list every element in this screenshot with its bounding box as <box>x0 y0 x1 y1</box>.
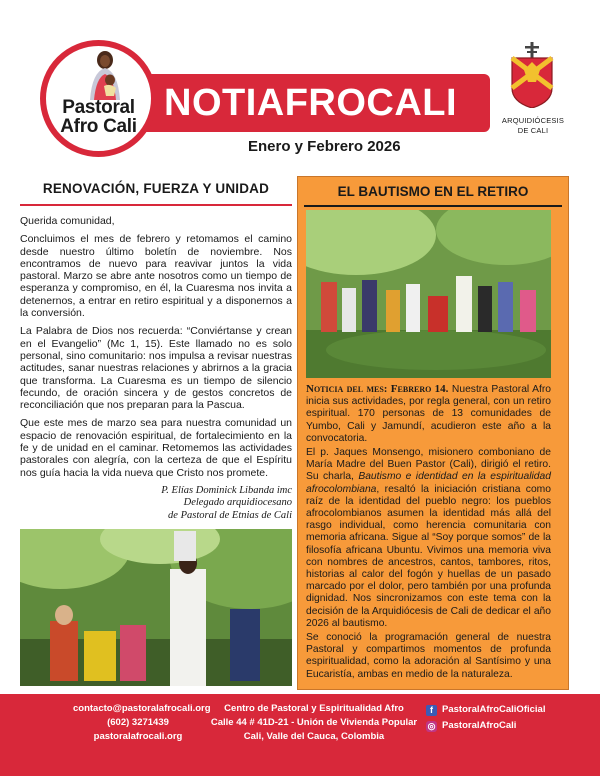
left-article-body <box>20 215 292 522</box>
news-paragraph: Se conoció la programación general de nuestra Pastoral y compartimos momentos de profunda espiritualidad, como la adoración al Santísimo y una Eucaristía, ambas en medio de la naturaleza. <box>306 632 551 680</box>
issue-date: Enero y Febrero 2026 <box>248 138 401 155</box>
retreat-photo <box>306 210 551 378</box>
news-paragraph <box>306 447 551 630</box>
talk-title: Bautismo e identidad en la espiritualidad afrocolombiana <box>306 471 551 495</box>
news-paragraph-text: , resaltó la iniciación cristiana como raíz de la identidad del pueblo negro: los pueblos afrocolombianos asumen la identidad más allá del rasgo individual, como herencia comunitaria con memoria africana. Sigue al “Soy porque somos” de la filosofía africana Ubuntu. Vivimos una memoria viva con nombres de ancestros, cantos, tambores, ritos, historias al calor del fogón y huellas de un pasado marcado por el dolor, pero también por una profunda dignidad. Nos sincronizamos con este tema con la decisión de la Arquidiócesis de Cali de dedicar el año 2026 al bautismo. <box>306 483 551 629</box>
retreat-photo-image <box>306 210 551 378</box>
left-title-divider <box>20 204 292 206</box>
article-paragraph: La Palabra de Dios nos recuerda: “Conviértanse y crean en el Evangelio” (Mc 1, 15). Este llamado no es solo personal, sino comunitario: nos impulsa a revisar nuestras actitudes, sanar nuestras relaciones y abrirnos a la gracia que transforma. La Cuaresma es un tiempo de silencio fecundo, de oración sincera y de gestos concretos de reconciliación que nos preparan para la Pascua. <box>20 325 292 412</box>
archdiocese-label-line1: ARQUIDIÓCESIS <box>501 116 565 125</box>
news-paragraph-text: El p. Jaques Monsengo, misionero comboniano de María Madre del Buen Pastor (Cali), dirigió el retiro. Su charla, <box>306 447 551 483</box>
footer-contact <box>73 702 211 744</box>
news-paragraph-text: Nuestra Pastoral Afro inicia sus actividades, por regla general, con un retiro espiritual. 170 personas de 13 comunidades de Yumbo, Cali y Jamundí, acudieron este año a la convocatoria. <box>306 384 551 444</box>
footer-address <box>205 702 423 744</box>
article-paragraph: Que este mes de marzo sea para nuestra comunidad un espacio de renovación espiritual, de fortalecimiento en la fe y de unidad en el caminar. Retomemos las actividades pastorales con alegría, con la certeza de que el Espíritu nos guía hacia la vida nueva que Cristo nos promete. <box>20 417 292 479</box>
instagram-handle: PastoralAfroCali <box>442 720 517 731</box>
news-title-divider <box>304 205 562 207</box>
article-paragraph: Concluimos el mes de febrero y retomamos el camino desde nuestro último boletín de noviembre. Nos encontramos de nuevo para reavivar juntos la vida pastoral. Marzo se abre ante nosotros como un tiempo de esperanza y compromiso, en él, la Cuaresma nos invita a detenernos, a entrar en retiro espiritual y a disponernos a la conversión. <box>20 233 292 320</box>
center-address: Calle 44 # 41D-21 - Unión de Vivienda Popular <box>210 717 418 728</box>
signature-name: P. Elías Dominick Libanda imc <box>161 484 292 496</box>
website-link[interactable]: pastoralafrocali.org <box>93 731 183 742</box>
newsletter-title: NOTIAFROCALI <box>164 82 458 124</box>
instagram-icon: ◎ <box>427 720 436 731</box>
facebook-icon: f <box>426 705 437 716</box>
contact-email-link[interactable]: contacto@pastoralafrocali.org <box>73 703 211 714</box>
signature-role: de Pastoral de Etnias de Cali <box>168 509 292 521</box>
signature-role: Delegado arquidiocesano <box>183 497 292 509</box>
news-kicker: Noticia del mes: Febrero 14. <box>306 383 449 395</box>
madonna-logo-icon <box>84 50 126 100</box>
ceremony-photo-image <box>20 529 292 686</box>
pastoral-logo <box>40 40 157 157</box>
footer <box>0 694 600 776</box>
left-article-title: RENOVACIÓN, FUERZA Y UNIDAD <box>42 181 270 196</box>
facebook-link[interactable] <box>426 702 596 718</box>
footer-social <box>426 702 596 734</box>
archdiocese-crest-icon <box>508 42 556 108</box>
archdiocese-label-line2: DE CALI <box>517 126 549 135</box>
greeting-paragraph: Querida comunidad, <box>20 215 115 227</box>
logo-text-line2: Afro Cali <box>60 116 137 137</box>
center-city: Cali, Valle del Cauca, Colombia <box>243 731 385 742</box>
title-banner <box>120 74 490 132</box>
instagram-link[interactable] <box>426 718 596 734</box>
signature-block <box>20 485 292 523</box>
ceremony-photo <box>20 529 292 686</box>
logo-text-line1: Pastoral <box>62 97 135 118</box>
news-body <box>306 383 551 683</box>
contact-phone: (602) 3271439 <box>107 717 169 728</box>
center-name: Centro de Pastoral y Espiritualidad Afro <box>224 703 404 714</box>
news-title: EL BAUTISMO EN EL RETIRO <box>337 184 529 199</box>
news-paragraph <box>306 383 551 445</box>
facebook-handle: PastoralAfroCaliOficial <box>442 704 546 715</box>
